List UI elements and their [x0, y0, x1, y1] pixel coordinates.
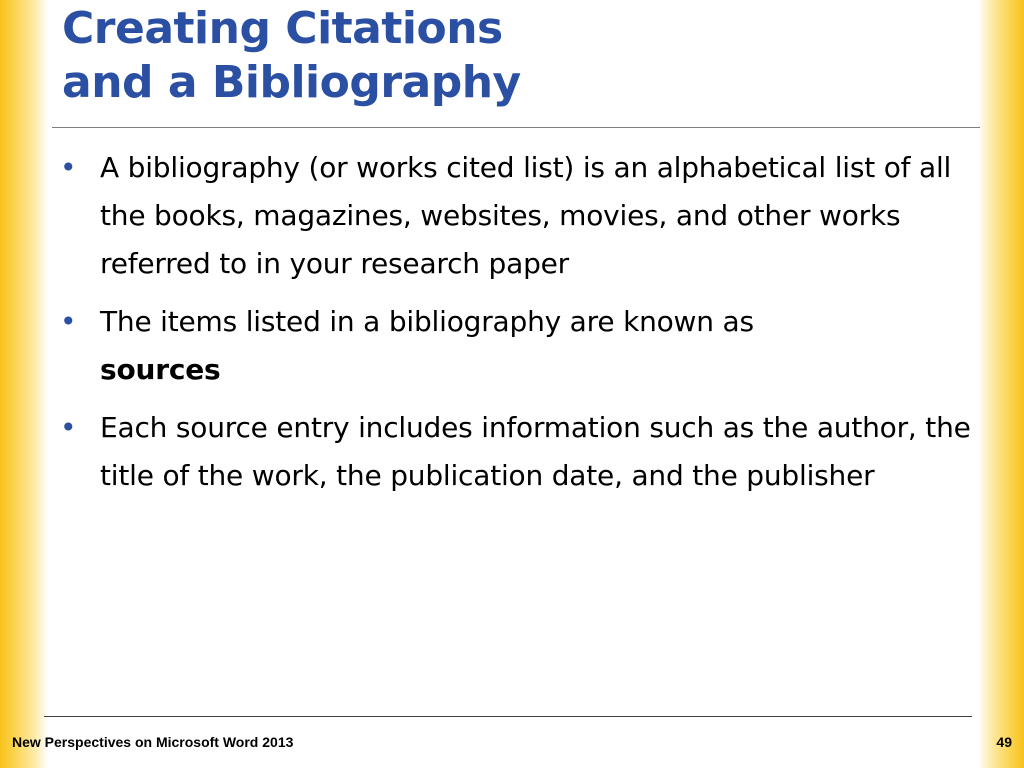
bullet-item [60, 404, 980, 500]
bullet-text: A bibliography (or works cited list) is an alphabetical list of all the books, magazines, websites, movies, and other works referred to in your research paper [100, 151, 952, 280]
slide-title-line2: and a Bibliography [62, 57, 521, 108]
slide-title-line1: Creating Citations [62, 3, 503, 54]
slide-title [62, 2, 521, 110]
bullet-item [60, 298, 980, 394]
bullet-marker: • [60, 411, 77, 444]
page-number: 49 [996, 734, 1012, 750]
title-divider [52, 127, 980, 128]
bullet-bold-term: sources [100, 353, 221, 386]
bullet-text: The items listed in a bibliography are known as [100, 305, 754, 338]
right-decorative-band [978, 0, 1024, 768]
bullet-marker: • [60, 151, 77, 184]
footer-divider [44, 716, 972, 717]
footer-text: New Perspectives on Microsoft Word 2013 [12, 734, 294, 750]
bullet-item [60, 144, 980, 288]
bullet-list [60, 144, 980, 510]
bullet-text: Each source entry includes information such as the author, the title of the work, the publication date, and the publisher [100, 411, 971, 492]
left-decorative-band [0, 0, 48, 768]
bullet-marker: • [60, 305, 77, 338]
